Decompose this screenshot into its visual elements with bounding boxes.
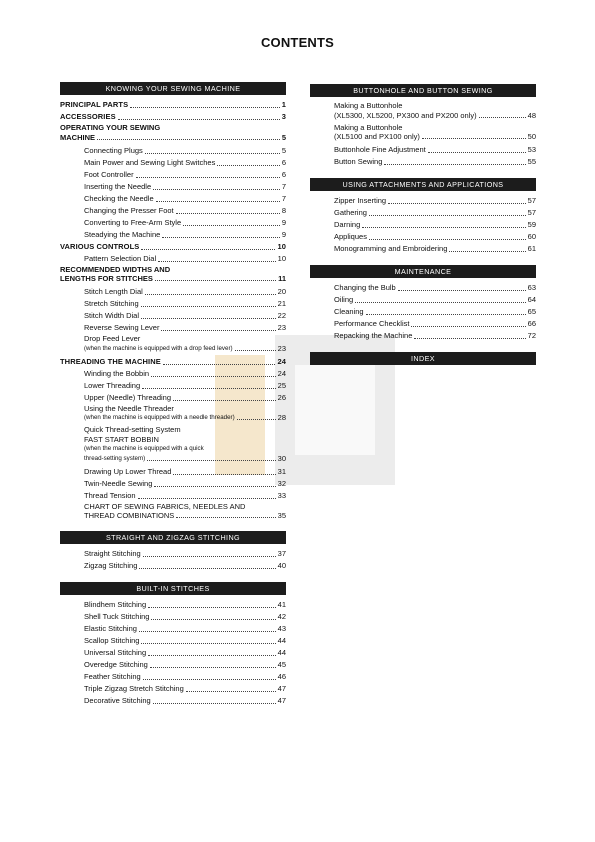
toc-entry[interactable] <box>60 145 286 157</box>
entry-label: Stitch Width Dial <box>84 311 140 320</box>
entry-note: (when the machine is equipped with a quick <box>84 445 204 452</box>
toc-entry[interactable] <box>60 392 286 404</box>
entry-page-number: 22 <box>277 311 286 320</box>
dot-leader <box>422 137 526 139</box>
section-header: INDEX <box>310 352 536 365</box>
entry-note: thread-setting system) <box>84 454 146 462</box>
dot-leader <box>388 202 526 204</box>
entry-page-number: 23 <box>277 323 286 332</box>
entry-label: ACCESSORIES <box>60 112 116 121</box>
dot-leader <box>151 375 276 377</box>
entry-label: (XL5100 and PX100 only) <box>334 132 420 141</box>
toc-entries <box>60 95 286 521</box>
toc-entry[interactable] <box>60 560 286 572</box>
toc-entries <box>60 544 286 572</box>
entry-label: RECOMMENDED WIDTHS AND <box>60 264 171 274</box>
toc-entry[interactable] <box>60 229 286 241</box>
entry-last-line <box>334 132 536 142</box>
entry-last-line <box>84 413 286 423</box>
toc-entry[interactable] <box>310 294 536 306</box>
entry-page-number: 47 <box>277 684 286 693</box>
entry-page-number: 23 <box>277 343 286 353</box>
entry-label: Pattern Selection Dial <box>84 253 157 263</box>
dot-leader <box>428 151 526 153</box>
entry-label: Monogramming and Embroidering <box>334 244 448 253</box>
dot-leader <box>384 163 525 165</box>
section-header: USING ATTACHMENTS AND APPLICATIONS <box>310 178 536 191</box>
toc-entry[interactable] <box>60 623 286 635</box>
dot-leader <box>142 387 276 389</box>
dot-leader <box>141 642 275 644</box>
dot-leader <box>154 485 275 487</box>
dot-leader <box>136 176 280 178</box>
toc-entry[interactable] <box>60 193 286 205</box>
entry-last-line <box>60 133 286 143</box>
entry-page-number: 72 <box>527 331 536 340</box>
entry-label: OPERATING YOUR SEWING <box>60 123 161 132</box>
entry-page-number: 55 <box>527 157 536 166</box>
dot-leader <box>118 118 280 120</box>
entry-label: Gathering <box>334 208 367 217</box>
dot-leader <box>369 238 526 240</box>
entry-page-number: 63 <box>527 283 536 292</box>
section-header: BUTTONHOLE AND BUTTON SEWING <box>310 84 536 97</box>
toc-entries <box>310 365 536 369</box>
toc-entry[interactable] <box>60 334 286 354</box>
entry-page-number: 35 <box>277 511 286 520</box>
entry-label: MACHINE <box>60 132 95 142</box>
entry-label: Overedge Stitching <box>84 660 148 669</box>
entry-label: Oiling <box>334 295 354 304</box>
dot-leader <box>151 618 275 620</box>
entry-page-number: 57 <box>527 208 536 217</box>
entry-page-number: 46 <box>277 672 286 681</box>
entry-page-number: 65 <box>527 307 536 316</box>
toc-section <box>310 352 536 369</box>
entry-label: Steadying the Machine <box>84 229 161 239</box>
entry-label: FAST START BOBBIN <box>84 434 159 444</box>
entry-last-line <box>84 511 286 521</box>
entry-page-number: 28 <box>277 413 286 422</box>
toc-section <box>310 265 536 342</box>
entry-label: Foot Controller <box>84 169 134 179</box>
toc-entry[interactable] <box>60 425 286 464</box>
toc-entry[interactable] <box>310 306 536 318</box>
entry-label: (XL5300, XL5200, PX300 and PX200 only) <box>334 110 477 120</box>
entry-label: Elastic Stitching <box>84 624 137 633</box>
dot-leader <box>366 313 526 315</box>
contents-column-right <box>310 84 536 379</box>
entry-label: Cleaning <box>334 307 364 316</box>
toc-entry[interactable] <box>60 298 286 310</box>
entry-label: Connecting Plugs <box>84 145 143 155</box>
entry-page-number: 25 <box>277 380 286 390</box>
toc-entry[interactable] <box>60 322 286 334</box>
entry-note: (when the machine is equipped with a needle threader) <box>84 414 235 421</box>
entry-page-number: 50 <box>527 132 536 141</box>
toc-entry[interactable] <box>60 286 286 298</box>
toc-entry[interactable] <box>310 243 536 255</box>
toc-entry[interactable] <box>60 356 286 368</box>
entry-page-number: 37 <box>277 549 286 558</box>
entry-page-number: 1 <box>281 100 286 109</box>
toc-entry[interactable] <box>310 231 536 243</box>
toc-entries <box>310 191 536 255</box>
dot-leader <box>147 459 275 461</box>
toc-entry[interactable] <box>60 490 286 502</box>
toc-entries <box>310 278 536 342</box>
dot-leader <box>138 497 276 499</box>
entry-page-number: 11 <box>278 274 286 283</box>
toc-entry[interactable] <box>60 671 286 683</box>
toc-entry[interactable] <box>60 404 286 424</box>
entry-label: Main Power and Sewing Light Switches <box>84 157 216 167</box>
entry-page-number: 33 <box>277 490 286 500</box>
entry-label: Changing the Bulb <box>334 283 396 292</box>
toc-entry[interactable] <box>60 310 286 322</box>
toc-entry[interactable] <box>60 265 286 285</box>
entry-label: Inserting the Needle <box>84 181 152 191</box>
dot-leader <box>369 214 526 216</box>
entry-label: Drop Feed Lever <box>84 334 141 343</box>
page-title: CONTENTS <box>260 35 335 50</box>
toc-entry[interactable] <box>310 144 536 156</box>
toc-entry[interactable] <box>60 205 286 217</box>
toc-entry[interactable] <box>60 241 286 253</box>
toc-entry[interactable] <box>60 502 286 522</box>
dot-leader <box>153 188 280 190</box>
dot-leader <box>235 349 276 351</box>
entry-label: Twin-Needle Sewing <box>84 478 153 488</box>
toc-section <box>60 582 286 707</box>
entry-page-number: 9 <box>281 229 286 239</box>
dot-leader <box>161 329 275 331</box>
section-header: BUILT-IN STITCHES <box>60 582 286 595</box>
toc-entry[interactable] <box>60 548 286 560</box>
dot-leader <box>139 630 276 632</box>
dot-leader <box>237 418 276 420</box>
dot-leader <box>145 152 280 154</box>
toc-section <box>310 84 536 168</box>
entry-label: Appliques <box>334 232 367 241</box>
entry-label: Shell Tuck Stitching <box>84 612 150 621</box>
dot-leader <box>173 473 275 475</box>
entry-label: Repacking the Machine <box>334 331 413 340</box>
dot-leader <box>156 200 280 202</box>
entry-label: PRINCIPAL PARTS <box>60 100 129 109</box>
entry-page-number: 7 <box>281 181 286 191</box>
contents-column-left <box>60 82 286 717</box>
dot-leader <box>217 164 280 166</box>
entry-page-number: 24 <box>277 356 286 366</box>
entry-label: Zigzag Stitching <box>84 561 138 570</box>
entry-page-number: 5 <box>281 132 286 142</box>
entry-page-number: 6 <box>281 169 286 179</box>
entry-page-number: 20 <box>277 287 286 296</box>
toc-entry[interactable] <box>310 318 536 330</box>
toc-entry[interactable] <box>60 683 286 695</box>
dot-leader <box>449 250 525 252</box>
dot-leader <box>143 555 276 557</box>
entry-page-number: 47 <box>277 696 286 705</box>
entry-page-number: 5 <box>281 145 286 155</box>
toc-entry[interactable] <box>60 157 286 169</box>
entry-page-number: 24 <box>277 368 286 378</box>
entry-label: Converting to Free-Arm Style <box>84 217 182 227</box>
entry-label: Making a Buttonhole <box>334 101 403 110</box>
entry-label: Quick Thread-setting System <box>84 425 181 434</box>
toc-entry[interactable] <box>310 282 536 294</box>
entry-page-number: 53 <box>527 145 536 154</box>
dot-leader <box>398 289 526 291</box>
entry-page-number: 61 <box>527 244 536 253</box>
entry-page-number: 59 <box>527 220 536 229</box>
entry-page-number: 32 <box>277 478 286 488</box>
toc-section <box>310 178 536 255</box>
entry-label: Reverse Sewing Lever <box>84 323 160 332</box>
dot-leader <box>186 690 276 692</box>
dot-leader <box>141 317 276 319</box>
section-header: STRAIGHT AND ZIGZAG STITCHING <box>60 531 286 544</box>
toc-entry[interactable] <box>60 380 286 392</box>
dot-leader <box>362 226 525 228</box>
entry-label: Feather Stitching <box>84 672 141 681</box>
toc-entry[interactable] <box>60 647 286 659</box>
dot-leader <box>97 138 280 140</box>
dot-leader <box>155 279 276 281</box>
entry-label: Changing the Presser Foot <box>84 205 174 215</box>
toc-entry[interactable] <box>60 217 286 229</box>
dot-leader <box>176 516 275 518</box>
entry-label: Decorative Stitching <box>84 696 151 705</box>
entry-label: Checking the Needle <box>84 193 154 203</box>
toc-entry[interactable] <box>310 330 536 342</box>
entry-label: Scallop Stitching <box>84 636 140 645</box>
dot-leader <box>148 606 276 608</box>
entry-page-number: 44 <box>277 648 286 657</box>
entry-label: Universal Stitching <box>84 648 147 657</box>
dot-leader <box>141 248 275 250</box>
dot-leader <box>145 293 276 295</box>
entry-label: Using the Needle Threader <box>84 403 174 413</box>
entry-label: Zipper Inserting <box>334 196 387 205</box>
entry-page-number: 10 <box>277 241 286 251</box>
entry-note: (when the machine is equipped with a drop feed lever) <box>84 344 233 352</box>
entry-page-number: 30 <box>277 453 286 463</box>
entry-last-line <box>84 454 286 464</box>
entry-page-number: 9 <box>281 217 286 227</box>
dot-leader <box>130 106 280 108</box>
dot-leader <box>183 224 280 226</box>
toc-entry[interactable] <box>310 156 536 168</box>
entry-page-number: 21 <box>277 299 286 308</box>
entry-page-number: 3 <box>281 112 286 121</box>
entry-label: Straight Stitching <box>84 549 141 558</box>
entry-label: Buttonhole Fine Adjustment <box>334 145 426 154</box>
entry-label: Darning <box>334 220 361 229</box>
toc-entry[interactable] <box>60 181 286 193</box>
dot-leader <box>150 666 276 668</box>
dot-leader <box>148 654 276 656</box>
entry-label: Triple Zigzag Stretch Stitching <box>84 684 184 693</box>
toc-entry[interactable] <box>60 635 286 647</box>
toc-entry[interactable] <box>60 99 286 111</box>
toc-entry[interactable] <box>60 111 286 123</box>
dot-leader <box>143 678 276 680</box>
toc-section <box>60 531 286 572</box>
entry-last-line <box>60 274 286 284</box>
entry-label: Lower Threading <box>84 380 141 390</box>
entry-label: Thread Tension <box>84 490 136 500</box>
entry-label: VARIOUS CONTROLS <box>60 241 140 251</box>
entry-last-line <box>84 344 286 354</box>
toc-entry[interactable] <box>60 478 286 490</box>
toc-entry[interactable] <box>60 466 286 478</box>
dot-leader <box>139 567 275 569</box>
dot-leader <box>479 116 526 118</box>
toc-entry[interactable] <box>60 611 286 623</box>
entry-page-number: 10 <box>277 253 286 263</box>
toc-entry[interactable] <box>60 659 286 671</box>
toc-entry[interactable] <box>310 123 536 143</box>
section-header: KNOWING YOUR SEWING MACHINE <box>60 82 286 95</box>
toc-entry[interactable] <box>310 101 536 121</box>
dot-leader <box>414 337 525 339</box>
toc-entry[interactable] <box>310 219 536 231</box>
dot-leader <box>173 399 276 401</box>
entry-label: Button Sewing <box>334 157 383 166</box>
toc-entries <box>60 595 286 707</box>
dot-leader <box>163 363 276 365</box>
toc-entry[interactable] <box>60 169 286 181</box>
toc-entries <box>310 97 536 168</box>
entry-page-number: 43 <box>277 624 286 633</box>
entry-page-number: 66 <box>527 319 536 328</box>
entry-page-number: 60 <box>527 232 536 241</box>
toc-entry[interactable] <box>310 207 536 219</box>
entry-label: THREAD COMBINATIONS <box>84 511 175 520</box>
entry-page-number: 44 <box>277 636 286 645</box>
dot-leader <box>176 212 280 214</box>
entry-page-number: 48 <box>527 110 536 120</box>
toc-section <box>60 82 286 521</box>
entry-label: Drawing Up Lower Thread <box>84 466 172 476</box>
entry-page-number: 41 <box>277 600 286 609</box>
toc-entry[interactable] <box>60 695 286 707</box>
entry-page-number: 45 <box>277 660 286 669</box>
entry-page-number: 7 <box>281 193 286 203</box>
entry-page-number: 31 <box>277 466 286 476</box>
dot-leader <box>141 305 276 307</box>
entry-label: THREADING THE MACHINE <box>60 356 161 366</box>
dot-leader <box>355 301 525 303</box>
entry-label: Upper (Needle) Threading <box>84 392 171 402</box>
entry-label: Stretch Stitching <box>84 299 139 308</box>
entry-label: CHART OF SEWING FABRICS, NEEDLES AND <box>84 501 246 511</box>
toc-entry[interactable] <box>60 253 286 265</box>
dot-leader <box>158 260 276 262</box>
entry-page-number: 6 <box>281 157 286 167</box>
entry-label: Performance Checklist <box>334 319 410 328</box>
entry-label: LENGTHS FOR STITCHES <box>60 274 153 283</box>
dot-leader <box>411 325 525 327</box>
toc-entry[interactable] <box>60 123 286 143</box>
entry-label: Making a Buttonhole <box>334 122 403 132</box>
entry-label: Blindhem Stitching <box>84 600 147 609</box>
entry-label: Winding the Bobbin <box>84 368 150 378</box>
toc-entry[interactable] <box>60 368 286 380</box>
toc-entry[interactable] <box>60 599 286 611</box>
entry-last-line <box>334 111 536 121</box>
section-header: MAINTENANCE <box>310 265 536 278</box>
entry-page-number: 8 <box>281 205 286 215</box>
entry-page-number: 64 <box>527 295 536 304</box>
entry-page-number: 57 <box>527 196 536 205</box>
toc-entry[interactable] <box>310 195 536 207</box>
entry-label: Stitch Length Dial <box>84 287 143 296</box>
entry-page-number: 26 <box>277 392 286 402</box>
dot-leader <box>162 236 280 238</box>
entry-page-number: 40 <box>277 561 286 570</box>
dot-leader <box>153 702 276 704</box>
entry-page-number: 42 <box>277 612 286 621</box>
